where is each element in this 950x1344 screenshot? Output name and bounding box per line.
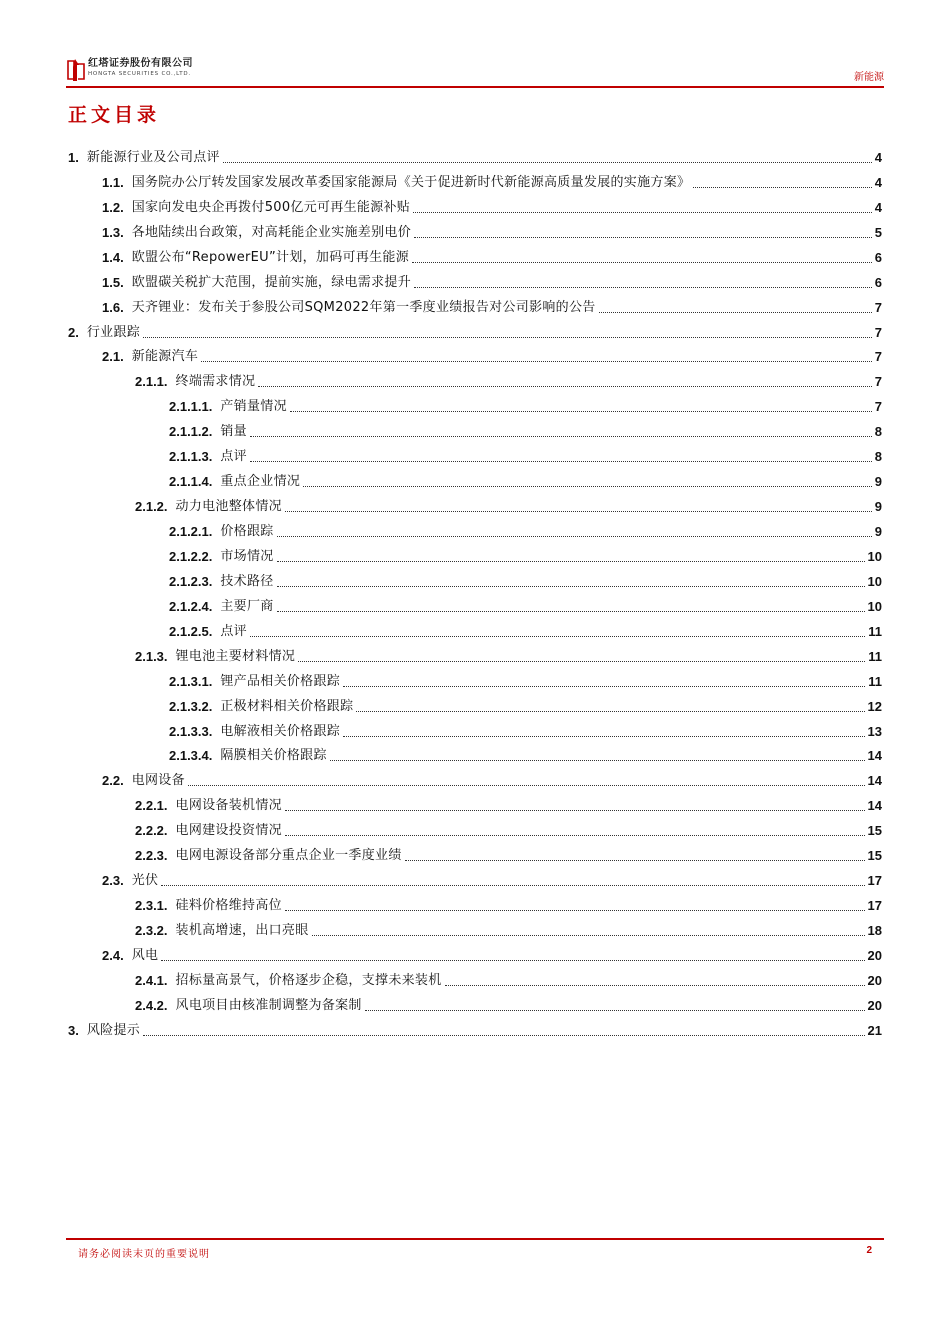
toc-entry-title: 锂产品相关价格跟踪 bbox=[220, 673, 341, 689]
toc-entry-page: 18 bbox=[867, 923, 882, 938]
toc-entry-page: 10 bbox=[867, 573, 882, 589]
toc-entry-title: 终端需求情况 bbox=[175, 374, 256, 390]
toc-entry-page: 7 bbox=[874, 324, 882, 340]
toc-entry-title: 光伏 bbox=[131, 873, 159, 889]
toc-leader-dots bbox=[223, 162, 872, 163]
toc-entry-page: 9 bbox=[874, 474, 882, 490]
toc-entry-page: 20 bbox=[867, 972, 882, 988]
toc-entry[interactable] bbox=[68, 292, 882, 317]
toc-entry[interactable] bbox=[68, 716, 882, 741]
toc-entry-page: 6 bbox=[874, 249, 882, 265]
toc-entry-title: 市场情况 bbox=[220, 548, 274, 564]
toc-entry-title: 点评 bbox=[220, 623, 247, 639]
toc-entry[interactable] bbox=[68, 566, 882, 591]
toc-entry-title: 电网设备装机情况 bbox=[175, 798, 282, 814]
toc-entry[interactable] bbox=[68, 965, 882, 990]
toc-entry[interactable] bbox=[68, 366, 882, 391]
toc-entry-number: 2.1. bbox=[102, 349, 124, 365]
toc-entry-number: 2.1.2.2. bbox=[169, 548, 213, 564]
toc-leader-dots bbox=[343, 736, 864, 737]
toc-leader-dots bbox=[285, 910, 865, 911]
toc-entry-number: 1. bbox=[68, 149, 79, 165]
toc-entry-page: 7 bbox=[874, 399, 882, 415]
toc-entry-title: 天齐锂业：发布关于参股公司SQM2022年第一季度业绩报告对公司影响的公告 bbox=[131, 299, 596, 315]
toc-entry-number: 2.4.2. bbox=[135, 997, 168, 1013]
toc-entry-page: 20 bbox=[867, 947, 882, 963]
toc-entry-title: 电网设备 bbox=[131, 773, 185, 789]
toc-entry[interactable] bbox=[68, 466, 882, 491]
toc-entry-number: 1.1. bbox=[102, 174, 124, 190]
toc-entry-title: 行业跟踪 bbox=[86, 324, 141, 340]
toc-leader-dots bbox=[258, 386, 871, 387]
toc-entry-number: 1.5. bbox=[102, 274, 124, 290]
toc-entry[interactable] bbox=[68, 441, 882, 466]
toc-entry-page: 15 bbox=[867, 848, 882, 864]
toc-leader-dots bbox=[277, 561, 865, 562]
toc-entry[interactable] bbox=[68, 865, 882, 890]
toc-entry[interactable] bbox=[68, 516, 882, 541]
toc-leader-dots bbox=[161, 960, 864, 961]
toc-entry-number: 2.2. bbox=[102, 773, 124, 789]
toc-entry-title: 国家向发电央企再拨付500亿元可再生能源补贴 bbox=[131, 199, 411, 215]
toc-entry-number: 1.4. bbox=[102, 249, 124, 265]
toc-entry[interactable] bbox=[68, 317, 882, 342]
toc-entry-title: 锂电池主要材料情况 bbox=[175, 648, 296, 664]
toc-entry[interactable] bbox=[68, 940, 882, 965]
toc-entry-number: 2.4. bbox=[102, 947, 124, 963]
toc-leader-dots bbox=[599, 312, 872, 313]
toc-entry-page: 7 bbox=[874, 374, 882, 390]
toc-entry-number: 2.1.1. bbox=[135, 374, 168, 390]
toc-leader-dots bbox=[285, 511, 872, 512]
toc-leader-dots bbox=[285, 810, 865, 811]
toc-entry-number: 2.1.1.2. bbox=[169, 424, 213, 440]
toc-entry[interactable] bbox=[68, 416, 882, 441]
toc-entry-number: 2.1.2.3. bbox=[169, 573, 213, 589]
toc-leader-dots bbox=[412, 262, 872, 263]
toc-leader-dots bbox=[414, 287, 872, 288]
toc-entry-title: 动力电池整体情况 bbox=[175, 499, 282, 515]
toc-entry-page: 9 bbox=[874, 524, 882, 539]
toc-entry-title: 主要厂商 bbox=[220, 598, 274, 614]
toc-entry[interactable] bbox=[68, 267, 882, 292]
toc-entry[interactable] bbox=[68, 591, 882, 616]
toc-entry[interactable] bbox=[68, 741, 882, 766]
toc-entry-number: 2. bbox=[68, 324, 79, 340]
toc-entry-title: 电网建设投资情况 bbox=[175, 823, 282, 839]
toc-entry-number: 2.1.1.1. bbox=[169, 399, 213, 415]
toc-entry-title: 重点企业情况 bbox=[220, 474, 301, 490]
header-divider bbox=[66, 86, 884, 88]
toc-leader-dots bbox=[312, 935, 865, 936]
toc-entry-number: 1.2. bbox=[102, 199, 124, 215]
toc-leader-dots bbox=[343, 686, 865, 687]
toc-entry-page: 20 bbox=[867, 997, 882, 1013]
toc-entry-page: 21 bbox=[867, 1022, 882, 1038]
toc-entry-number: 2.1.3.3. bbox=[169, 723, 213, 739]
toc-entry-page: 12 bbox=[867, 698, 882, 714]
toc-entry-title: 风电项目由核准制调整为备案制 bbox=[175, 997, 362, 1013]
toc-entry-page: 5 bbox=[874, 224, 882, 240]
toc-leader-dots bbox=[365, 1010, 865, 1011]
toc-entry-title: 价格跟踪 bbox=[220, 524, 274, 539]
toc-entry-number: 2.3.1. bbox=[135, 898, 168, 914]
toc-entry-page: 17 bbox=[867, 898, 882, 914]
toc-entry-page: 14 bbox=[867, 773, 882, 789]
toc-leader-dots bbox=[201, 361, 872, 362]
table-of-contents bbox=[68, 142, 882, 1040]
toc-entry-page: 10 bbox=[867, 548, 882, 564]
toc-entry-title: 销量 bbox=[220, 424, 247, 440]
toc-entry-title: 各地陆续出台政策，对高耗能企业实施差别电价 bbox=[131, 224, 411, 240]
toc-entry-title: 招标量高景气，价格逐步企稳，支撑未来装机 bbox=[175, 972, 442, 988]
toc-entry-number: 2.1.1.4. bbox=[169, 474, 213, 490]
toc-entry-page: 4 bbox=[874, 149, 882, 165]
toc-leader-dots bbox=[413, 212, 872, 213]
hongta-logo-icon bbox=[66, 58, 86, 82]
toc-leader-dots bbox=[445, 985, 865, 986]
company-logo bbox=[66, 58, 193, 82]
toc-leader-dots bbox=[298, 661, 865, 662]
toc-entry-number: 2.1.2.4. bbox=[169, 598, 213, 614]
toc-leader-dots bbox=[250, 436, 872, 437]
toc-entry-number: 2.1.2.1. bbox=[169, 524, 213, 539]
toc-entry[interactable] bbox=[68, 167, 882, 192]
toc-leader-dots bbox=[277, 536, 872, 537]
toc-entry-page: 4 bbox=[874, 199, 882, 215]
toc-entry[interactable] bbox=[68, 342, 882, 367]
toc-entry-title: 风险提示 bbox=[86, 1022, 141, 1038]
toc-leader-dots bbox=[250, 461, 872, 462]
toc-entry-number: 3. bbox=[68, 1022, 79, 1038]
toc-entry-title: 产销量情况 bbox=[220, 399, 287, 415]
toc-entry-number: 2.1.3. bbox=[135, 648, 168, 664]
toc-leader-dots bbox=[330, 760, 865, 761]
toc-entry-page: 14 bbox=[867, 798, 882, 814]
toc-entry-number: 2.3. bbox=[102, 873, 124, 889]
toc-entry-number: 2.1.2.5. bbox=[169, 623, 213, 639]
disclaimer-note: 请务必阅读末页的重要说明 bbox=[78, 1249, 210, 1260]
toc-entry-number: 2.2.1. bbox=[135, 798, 168, 814]
toc-entry-title: 新能源行业及公司点评 bbox=[86, 149, 220, 165]
toc-leader-dots bbox=[356, 711, 864, 712]
toc-entry-number: 2.2.3. bbox=[135, 848, 168, 864]
toc-entry[interactable] bbox=[68, 765, 882, 790]
toc-entry-title: 正极材料相关价格跟踪 bbox=[220, 698, 354, 714]
toc-entry-page: 7 bbox=[874, 349, 882, 365]
section-tag: 新能源 bbox=[854, 72, 884, 83]
toc-entry[interactable] bbox=[68, 666, 882, 691]
toc-leader-dots bbox=[290, 411, 872, 412]
toc-leader-dots bbox=[250, 636, 865, 637]
toc-entry[interactable] bbox=[68, 790, 882, 815]
toc-leader-dots bbox=[161, 885, 864, 886]
toc-entry-page: 15 bbox=[867, 823, 882, 839]
toc-entry[interactable] bbox=[68, 641, 882, 666]
toc-leader-dots bbox=[188, 785, 865, 786]
toc-entry-title: 欧盟碳关税扩大范围，提前实施，绿电需求提升 bbox=[131, 274, 411, 290]
toc-entry[interactable] bbox=[68, 217, 882, 242]
toc-entry-title: 电解液相关价格跟踪 bbox=[220, 723, 341, 739]
toc-entry[interactable] bbox=[68, 391, 882, 416]
toc-entry[interactable] bbox=[68, 840, 882, 865]
toc-entry-title: 风电 bbox=[131, 947, 159, 963]
toc-entry-number: 1.6. bbox=[102, 299, 124, 315]
toc-entry[interactable] bbox=[68, 616, 882, 641]
toc-entry-page: 9 bbox=[874, 499, 882, 515]
toc-entry-number: 2.1.3.2. bbox=[169, 698, 213, 714]
toc-leader-dots bbox=[143, 337, 872, 338]
toc-entry[interactable] bbox=[68, 242, 882, 267]
toc-entry-page: 11 bbox=[868, 623, 882, 639]
company-name-en: HONGTA SECURITIES CO.,LTD. bbox=[88, 71, 191, 77]
toc-entry-page: 11 bbox=[868, 648, 882, 664]
toc-entry-number: 2.1.3.1. bbox=[169, 673, 213, 689]
toc-leader-dots bbox=[277, 586, 865, 587]
toc-entry-number: 1.3. bbox=[102, 224, 124, 240]
toc-entry-title: 技术路径 bbox=[220, 573, 274, 589]
toc-entry-number: 2.1.1.3. bbox=[169, 449, 213, 465]
toc-leader-dots bbox=[414, 237, 872, 238]
toc-entry-page: 7 bbox=[874, 299, 882, 315]
toc-entry-number: 2.4.1. bbox=[135, 972, 168, 988]
toc-entry-title: 装机高增速，出口亮眼 bbox=[175, 923, 309, 938]
toc-entry-page: 11 bbox=[868, 673, 882, 689]
toc-entry-title: 新能源汽车 bbox=[131, 349, 199, 365]
toc-entry-number: 2.3.2. bbox=[135, 923, 168, 938]
toc-entry-number: 2.2.2. bbox=[135, 823, 168, 839]
footer-divider bbox=[66, 1238, 884, 1240]
toc-leader-dots bbox=[277, 611, 865, 612]
toc-entry-page: 14 bbox=[867, 748, 882, 764]
toc-entry-title: 点评 bbox=[220, 449, 247, 465]
toc-entry-title: 电网电源设备部分重点企业一季度业绩 bbox=[175, 848, 402, 864]
toc-entry[interactable] bbox=[68, 815, 882, 840]
toc-entry-page: 8 bbox=[874, 449, 882, 465]
toc-entry-title: 隔膜相关价格跟踪 bbox=[220, 748, 327, 764]
toc-entry-number: 2.1.3.4. bbox=[169, 748, 213, 764]
company-name-cn: 红塔证券股份有限公司 bbox=[88, 58, 193, 69]
toc-entry-page: 10 bbox=[867, 598, 882, 614]
toc-entry[interactable] bbox=[68, 192, 882, 217]
toc-entry-page: 6 bbox=[874, 274, 882, 290]
toc-title: 正文目录 bbox=[68, 104, 161, 126]
toc-entry[interactable] bbox=[68, 541, 882, 566]
toc-leader-dots bbox=[405, 860, 865, 861]
toc-entry-title: 硅料价格维持高位 bbox=[175, 898, 282, 914]
toc-entry-number: 2.1.2. bbox=[135, 499, 168, 515]
toc-leader-dots bbox=[285, 835, 865, 836]
toc-leader-dots bbox=[303, 486, 872, 487]
toc-entry-page: 17 bbox=[867, 873, 882, 889]
toc-entry[interactable] bbox=[68, 1015, 882, 1040]
toc-entry[interactable] bbox=[68, 142, 882, 167]
toc-leader-dots bbox=[693, 187, 871, 188]
toc-entry[interactable] bbox=[68, 890, 882, 915]
toc-entry[interactable] bbox=[68, 990, 882, 1015]
toc-entry[interactable] bbox=[68, 915, 882, 940]
toc-entry-page: 13 bbox=[867, 723, 882, 739]
page-number: 2 bbox=[866, 1245, 872, 1256]
toc-leader-dots bbox=[143, 1035, 864, 1036]
toc-entry-title: 国务院办公厅转发国家发展改革委国家能源局《关于促进新时代新能源高质量发展的实施方案》 bbox=[131, 174, 691, 190]
toc-entry[interactable] bbox=[68, 491, 882, 516]
toc-entry[interactable] bbox=[68, 691, 882, 716]
toc-entry-page: 4 bbox=[874, 174, 882, 190]
toc-entry-page: 8 bbox=[874, 424, 882, 440]
toc-entry-title: 欧盟公布“RepowerEU”计划，加码可再生能源 bbox=[131, 249, 410, 265]
